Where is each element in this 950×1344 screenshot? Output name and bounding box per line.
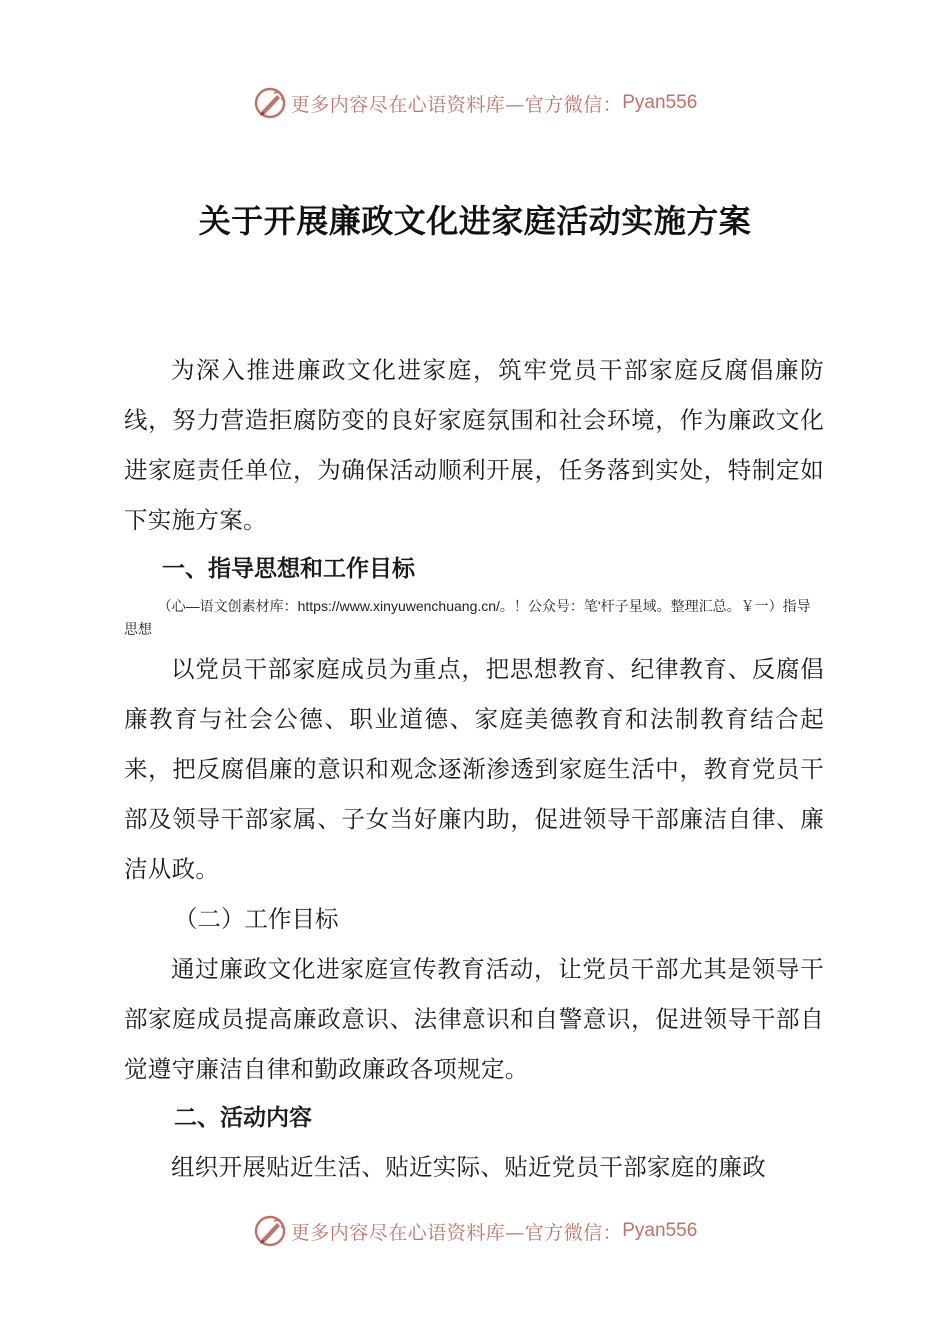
banner-text: 更多内容尽在心语资料库—官方微信： (290, 1221, 623, 1244)
document-title: 关于开展廉政文化进家庭活动实施方案 (198, 202, 752, 240)
banner-wechat-id: Pyan556 (622, 92, 698, 113)
header-banner (0, 83, 950, 123)
pen-logo-icon (253, 1214, 287, 1248)
section-heading-activities: 二、活动内容 (174, 1105, 312, 1131)
intro-paragraph: 为深入推进廉政文化进家庭，筑牢党员干部家庭反腐倡廉防线，努力营造拒腐防变的良好家庭氛围和社会环境，作为廉政文化进家庭责任单位，为确保活动顺利开展，任务落到实处，特制定如下实施方案。 (124, 356, 824, 534)
banner-text: 更多内容尽在心语资料库—官方微信： (290, 93, 623, 116)
banner-wechat-id: Pyan556 (622, 1220, 698, 1241)
guiding-ideology-paragraph: 以党员干部家庭成员为重点，把思想教育、纪律教育、反腐倡廉教育与社会公德、职业道德、家庭美德教育和法制教育结合起来，把反腐倡廉的意识和观念逐渐渗透到家庭生活中，教育党员干部及领导干部家属、子女当好廉内助，促进领导干部廉洁自律、廉洁从政。 (124, 655, 824, 883)
subheading-work-goals: （二）工作目标 (174, 905, 339, 933)
section-heading-guiding-ideology: 一、指导思想和工作目标 (162, 556, 415, 582)
document-body (124, 345, 824, 1192)
source-note: （心—语文创素材库：https://www.xinyuwenchuang.cn/。！公众号：笔'杆子星域。整理汇总。￥一）指导思想 (124, 598, 811, 637)
work-goals-paragraph: 通过廉政文化进家庭宣传教育活动，让党员干部尤其是领导干部家庭成员提高廉政意识、法律意识和自警意识，促进领导干部自觉遵守廉洁自律和勤政廉政各项规定。 (124, 955, 824, 1083)
footer-banner (0, 1211, 950, 1251)
pen-logo-icon (253, 86, 287, 120)
activities-paragraph: 组织开展贴近生活、贴近实际、贴近党员干部家庭的廉政 (171, 1153, 766, 1181)
